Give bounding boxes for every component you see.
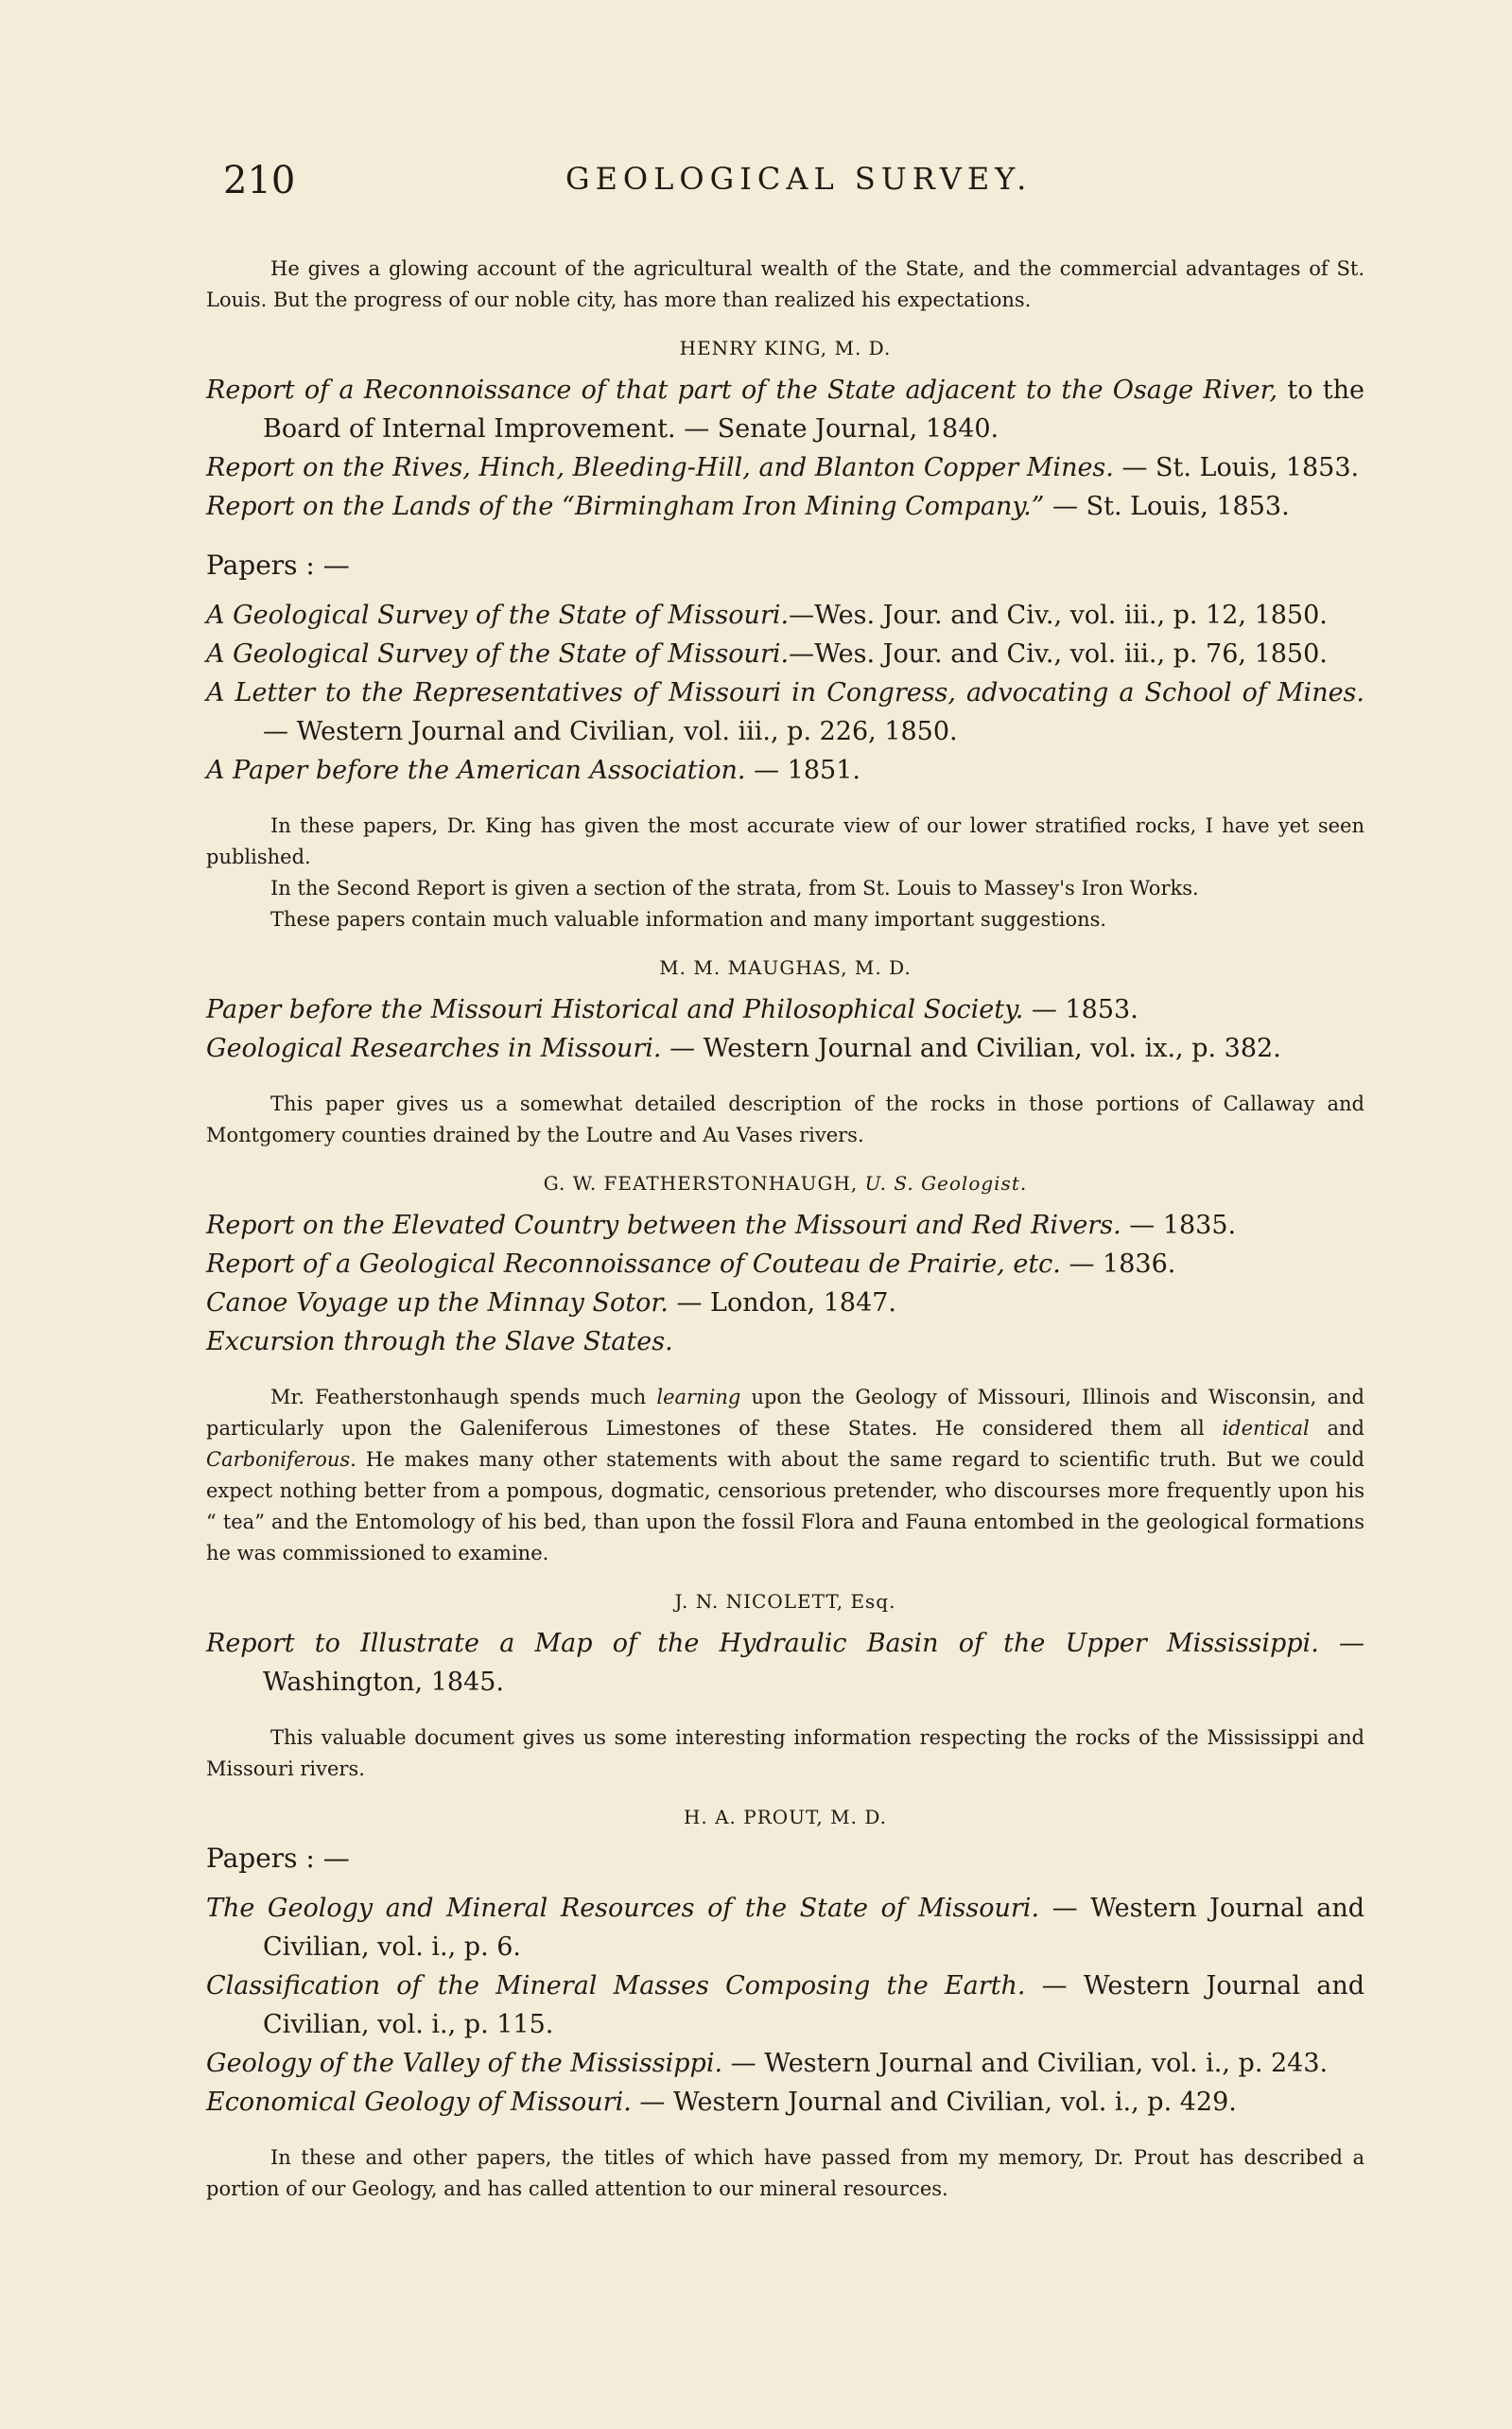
bib-entry xyxy=(206,1245,1364,1284)
bib-title: Canoe Voyage up the Minnay Sotor. xyxy=(206,1288,669,1318)
bib-source: —Wes. Jour. and Civ., vol. iii., p. 76, 1850. xyxy=(789,639,1328,669)
note-emphasis: identical xyxy=(1222,1417,1310,1440)
bib-title: Paper before the Missouri Historical and Philosophical Society. xyxy=(206,995,1024,1024)
bib-title: Report to Illustrate a Map of the Hydraulic Basin of the Upper Mississippi. xyxy=(206,1629,1319,1658)
bib-source: — Washington, 1845. xyxy=(263,1629,1364,1697)
page-number: 210 xyxy=(223,159,296,202)
note-emphasis: Carboniferous. xyxy=(206,1448,356,1471)
papers-label: Papers : — xyxy=(206,1843,350,1874)
bib-entry xyxy=(206,1206,1364,1245)
author-title: U. S. Geologist. xyxy=(864,1172,1028,1195)
bib-entry xyxy=(206,1029,1364,1068)
bib-entry xyxy=(206,448,1364,487)
note-text: upon the Geology of Missouri, Illinois and Wisconsin, and particularly upon the Galeniferous Limestones of these States. He considered them all xyxy=(206,1386,1364,1440)
bib-title: Classification of the Mineral Masses Composing the Earth. xyxy=(206,1971,1026,2001)
bib-entry xyxy=(206,673,1364,751)
bib-title: Economical Geology of Missouri. xyxy=(206,2088,632,2117)
bib-entry xyxy=(206,1966,1364,2044)
commentary-paragraph: In these papers, Dr. King has given the most accurate view of our lower stratified rocks, I have yet seen published. xyxy=(206,814,1364,868)
commentary-paragraph: This paper gives us a somewhat detailed description of the rocks in those portions of Callaway and Montgomery counties drained by the Loutre and Au Vases rivers. xyxy=(206,1092,1364,1146)
bib-entry xyxy=(206,1889,1364,1966)
bib-title: A Paper before the American Association. xyxy=(206,756,746,785)
author-heading-nicolett xyxy=(206,1590,1364,1613)
bib-entry xyxy=(206,751,1364,790)
bib-source: to the Board of Internal Improvement. — Senate Journal, 1840. xyxy=(263,376,1364,444)
commentary-paragraph: This valuable document gives us some interesting information respecting the rocks of the Mississippi and Missouri rivers. xyxy=(206,1726,1364,1780)
bib-entry xyxy=(206,1624,1364,1702)
author-heading-maughas: M. M. MAUGHAS, M. D. xyxy=(659,956,912,979)
bib-title: Report on the Lands of the “Birmingham Iron Mining Company.” xyxy=(206,492,1045,521)
bib-title: Excursion through the Slave States. xyxy=(206,1327,673,1356)
bib-title: Report of a Reconnoissance of that part of the State adjacent to the Osage River, xyxy=(206,376,1278,405)
bib-source: — Western Journal and Civilian, vol. i., p. 243. xyxy=(722,2049,1329,2078)
bib-entry xyxy=(206,371,1364,448)
bib-title: Report of a Geological Reconnoissance of Couteau de Prairie, etc. xyxy=(206,1249,1061,1279)
note-text: Mr. Featherstonhaugh spends much xyxy=(270,1386,657,1408)
note-text: He makes many other statements with about the same regard to scientific truth. But we could expect nothing better from a pompous, dogmatic, censorious pretender, who discourses more frequently upon his “ tea” and the Entomology of his bed, than upon the fossil Flora and Fauna entombed in the geological formations he was commissioned to examine. xyxy=(206,1448,1364,1564)
bib-entry xyxy=(206,1322,1364,1361)
note-text: and xyxy=(1309,1417,1364,1440)
bib-title: A Letter to the Representatives of Missouri in Congress, advocating a School of Mines. xyxy=(206,678,1364,708)
author-name: G. W. FEATHERSTONHAUGH, xyxy=(543,1172,859,1195)
page-header xyxy=(0,151,1512,208)
bib-source: — Western Journal and Civilian, vol. ix., p. 382. xyxy=(661,1034,1281,1063)
bib-source: — St. Louis, 1853. xyxy=(1113,453,1360,482)
bib-entry xyxy=(206,2044,1364,2083)
running-head: GEOLOGICAL SURVEY. xyxy=(565,161,1033,197)
bib-source: — 1836. xyxy=(1060,1249,1176,1279)
author-heading-king: HENRY KING, M. D. xyxy=(679,337,892,359)
bib-entry xyxy=(206,1284,1364,1322)
bib-title: Geology of the Valley of the Mississippi. xyxy=(206,2049,723,2078)
bib-title: A Geological Survey of the State of Missouri. xyxy=(206,601,790,630)
author-title: Esq. xyxy=(850,1590,896,1613)
author-name: J. N. NICOLETT, xyxy=(674,1590,851,1613)
commentary-paragraph: In the Second Report is given a section of the strata, from St. Louis to Massey's Iron Works. xyxy=(270,877,1199,900)
bib-source: — 1835. xyxy=(1121,1211,1237,1240)
bib-entry xyxy=(206,596,1364,635)
bib-source: — 1851. xyxy=(745,756,860,785)
author-heading-featherstonhaugh xyxy=(206,1172,1364,1195)
commentary-paragraph: In these and other papers, the titles of which have passed from my memory, Dr. Prout has described a portion of our Geology, and has called attention to our mineral resources. xyxy=(206,2146,1364,2200)
bib-title: Report on the Elevated Country between the Missouri and Red Rivers. xyxy=(206,1211,1121,1240)
bib-title: The Geology and Mineral Resources of the State of Missouri. xyxy=(206,1894,1040,1923)
bib-source: —Wes. Jour. and Civ., vol. iii., p. 12, 1850. xyxy=(789,601,1328,630)
bib-entry xyxy=(206,990,1364,1029)
bib-source: — Western Journal and Civilian, vol. i., p. 6. xyxy=(263,1894,1365,1962)
bib-source: — Western Journal and Civilian, vol. i., p. 429. xyxy=(631,2088,1237,2117)
bib-source: — 1853. xyxy=(1023,995,1138,1024)
papers-label: Papers : — xyxy=(206,550,350,581)
bib-source: — Western Journal and Civilian, vol. iii., p. 226, 1850. xyxy=(263,717,958,746)
bib-source: — St. Louis, 1853. xyxy=(1044,492,1290,521)
bib-title: Geological Researches in Missouri. xyxy=(206,1034,662,1063)
author-heading-prout: H. A. PROUT, M. D. xyxy=(683,1806,888,1828)
bib-entry xyxy=(206,487,1364,526)
page-body xyxy=(206,253,1364,2205)
commentary-paragraph xyxy=(206,1382,1364,1569)
bib-entry xyxy=(206,2083,1364,2122)
intro-paragraph: He gives a glowing account of the agricultural wealth of the State, and the commercial advantages of St. Louis. But the progress of our noble city, has more than realized his expectations. xyxy=(206,257,1364,311)
bib-title: A Geological Survey of the State of Missouri. xyxy=(206,639,790,669)
commentary-paragraph: These papers contain much valuable information and many important suggestions. xyxy=(270,908,1107,931)
bib-entry xyxy=(206,635,1364,673)
bib-title: Report on the Rives, Hinch, Bleeding-Hill, and Blanton Copper Mines. xyxy=(206,453,1114,482)
bib-source: — London, 1847. xyxy=(668,1288,897,1318)
note-emphasis: learning xyxy=(656,1386,741,1408)
bib-source: — Western Journal and Civilian, vol. i., p. 115. xyxy=(263,1971,1364,2039)
